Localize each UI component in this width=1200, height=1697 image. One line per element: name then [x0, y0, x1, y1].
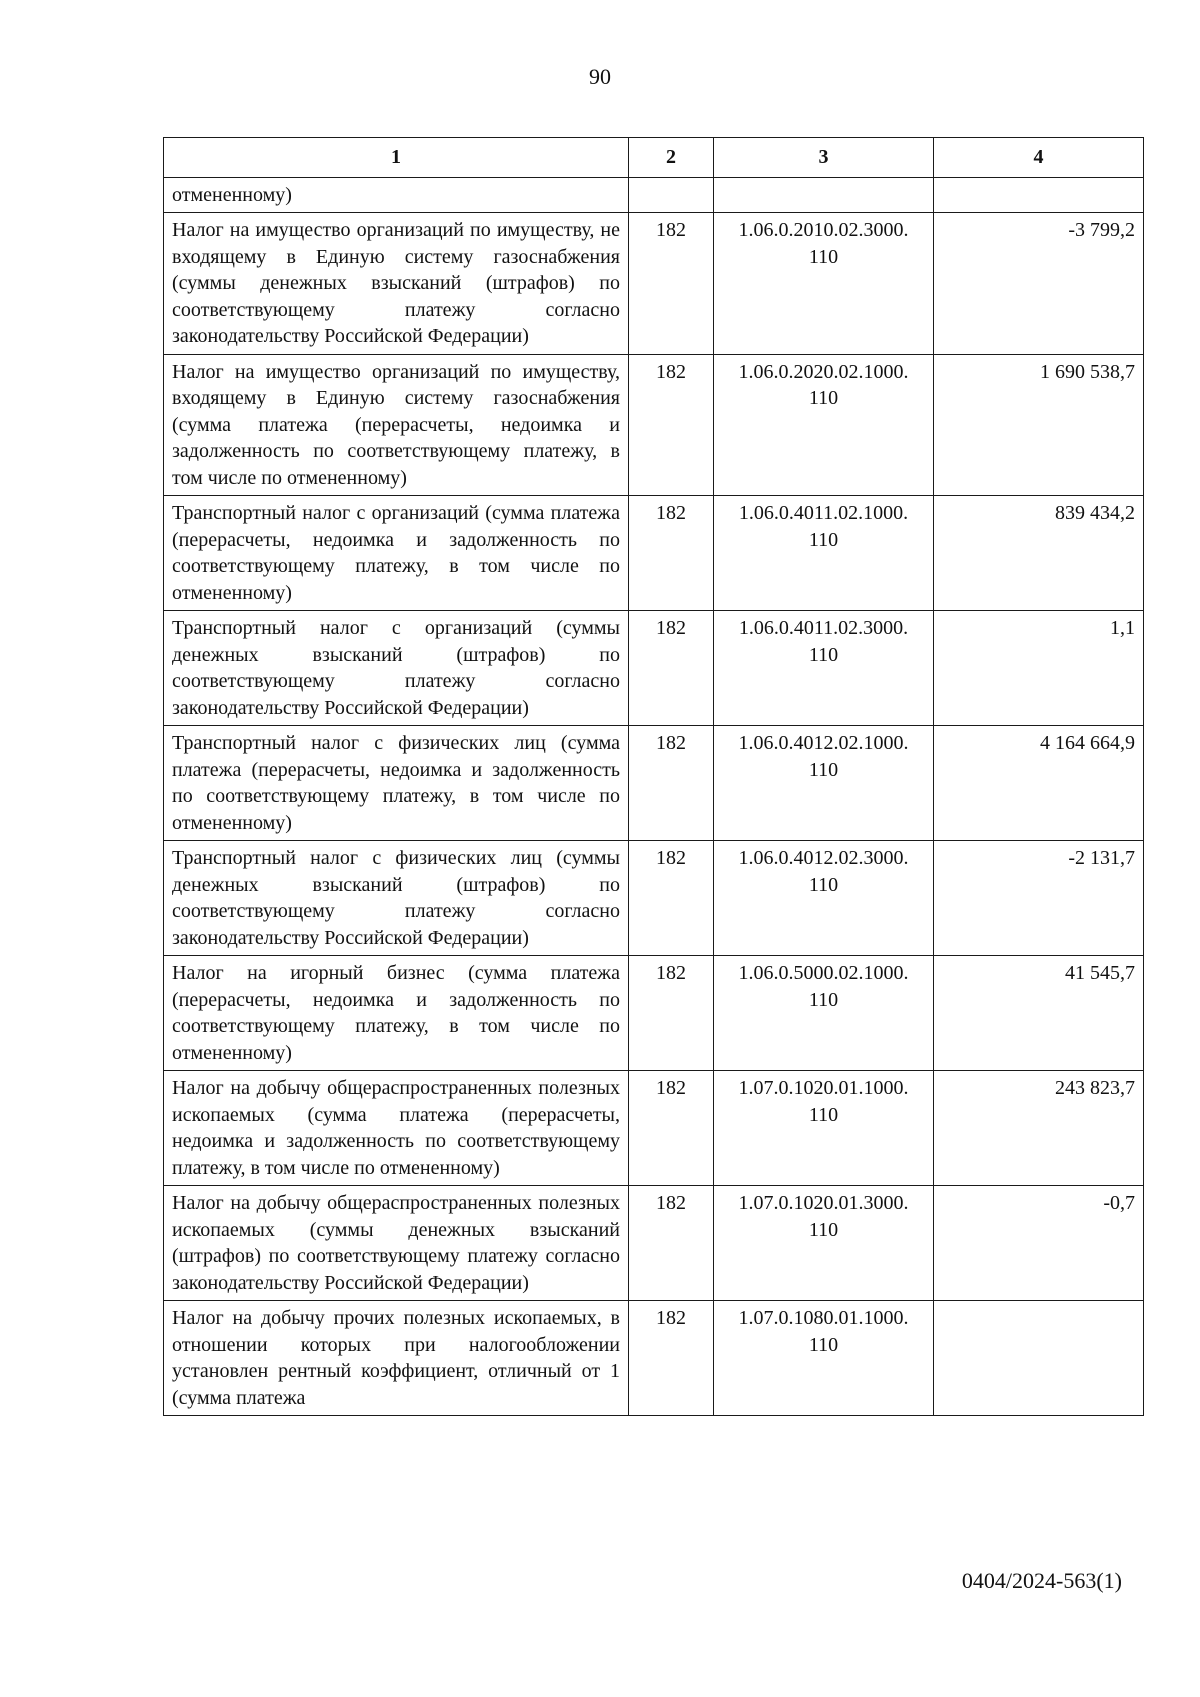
row-admin-code: 182 [629, 496, 714, 611]
row-admin-code: 182 [629, 213, 714, 355]
row-admin-code: 182 [629, 611, 714, 726]
row-description: Налог на игорный бизнес (сумма платежа (перерасчеты, недоимка и задолженность по соответствующему платежу, в том числе по отмененному) [164, 956, 629, 1071]
row-budget-code [714, 177, 934, 213]
page-number: 90 [589, 64, 611, 89]
row-amount: 839 434,2 [934, 496, 1144, 611]
row-description: Налог на имущество организаций по имуществу, не входящему в Единую систему газоснабжения (суммы денежных взысканий (штрафов) по соответствующему платежу согласно законодательству Российской Федерации) [164, 213, 629, 355]
table-row [164, 956, 1144, 1071]
table-row [164, 1301, 1144, 1416]
row-budget-code: 1.06.0.4012.02.3000. 110 [714, 841, 934, 956]
row-admin-code: 182 [629, 1071, 714, 1186]
row-admin-code: 182 [629, 354, 714, 496]
row-amount: 243 823,7 [934, 1071, 1144, 1186]
row-amount: 4 164 664,9 [934, 726, 1144, 841]
table-row [164, 213, 1144, 355]
row-admin-code: 182 [629, 1301, 714, 1416]
row-budget-code: 1.06.0.4012.02.1000. 110 [714, 726, 934, 841]
row-description: отмененному) [164, 177, 629, 213]
row-budget-code: 1.06.0.4011.02.3000. 110 [714, 611, 934, 726]
row-amount: 41 545,7 [934, 956, 1144, 1071]
table-row [164, 1186, 1144, 1301]
row-amount: -3 799,2 [934, 213, 1144, 355]
row-budget-code: 1.07.0.1020.01.3000. 110 [714, 1186, 934, 1301]
row-admin-code: 182 [629, 956, 714, 1071]
row-description: Налог на добычу общераспространенных полезных ископаемых (суммы денежных взысканий (штрафов) по соответствующему платежу согласно законодательству Российской Федерации) [164, 1186, 629, 1301]
row-admin-code [629, 177, 714, 213]
row-admin-code: 182 [629, 841, 714, 956]
row-description: Транспортный налог с физических лиц (суммы денежных взысканий (штрафов) по соответствующему платежу согласно законодательству Российской Федерации) [164, 841, 629, 956]
row-amount [934, 177, 1144, 213]
column-header-3: 3 [714, 138, 934, 178]
table-header-row [164, 138, 1144, 178]
row-description: Транспортный налог с организаций (сумма платежа (перерасчеты, недоимка и задолженность по соответствующему платежу, в том числе по отмененному) [164, 496, 629, 611]
row-budget-code: 1.06.0.2010.02.3000. 110 [714, 213, 934, 355]
row-amount [934, 1301, 1144, 1416]
column-header-2: 2 [629, 138, 714, 178]
row-amount: 1 690 538,7 [934, 354, 1144, 496]
table-row [164, 177, 1144, 213]
row-amount: -0,7 [934, 1186, 1144, 1301]
row-budget-code: 1.06.0.4011.02.1000. 110 [714, 496, 934, 611]
table-row [164, 611, 1144, 726]
row-description: Транспортный налог с физических лиц (сумма платежа (перерасчеты, недоимка и задолженность по соответствующему платежу, в том числе по отмененному) [164, 726, 629, 841]
table-row [164, 841, 1144, 956]
column-header-4: 4 [934, 138, 1144, 178]
table-row [164, 354, 1144, 496]
document-id: 0404/2024-563(1) [961, 1568, 1122, 1593]
row-description: Налог на добычу общераспространенных полезных ископаемых (сумма платежа (перерасчеты, недоимка и задолженность по соответствующему платежу, в том числе по отмененному) [164, 1071, 629, 1186]
row-amount: -2 131,7 [934, 841, 1144, 956]
row-admin-code: 182 [629, 1186, 714, 1301]
row-amount: 1,1 [934, 611, 1144, 726]
row-description: Налог на добычу прочих полезных ископаемых, в отношении которых при налогообложении установлен рентный коэффициент, отличный от 1 (сумма платежа [164, 1301, 629, 1416]
table-row [164, 1071, 1144, 1186]
row-admin-code: 182 [629, 726, 714, 841]
revenue-table [163, 137, 1144, 1416]
row-description: Транспортный налог с организаций (суммы денежных взысканий (штрафов) по соответствующему платежу согласно законодательству Российской Федерации) [164, 611, 629, 726]
row-budget-code: 1.06.0.2020.02.1000. 110 [714, 354, 934, 496]
column-header-1: 1 [164, 138, 629, 178]
row-description: Налог на имущество организаций по имуществу, входящему в Единую систему газоснабжения (сумма платежа (перерасчеты, недоимка и задолженность по соответствующему платежу, в том числе по отмененному) [164, 354, 629, 496]
row-budget-code: 1.07.0.1080.01.1000. 110 [714, 1301, 934, 1416]
table-row [164, 496, 1144, 611]
row-budget-code: 1.06.0.5000.02.1000. 110 [714, 956, 934, 1071]
table-row [164, 726, 1144, 841]
row-budget-code: 1.07.0.1020.01.1000. 110 [714, 1071, 934, 1186]
